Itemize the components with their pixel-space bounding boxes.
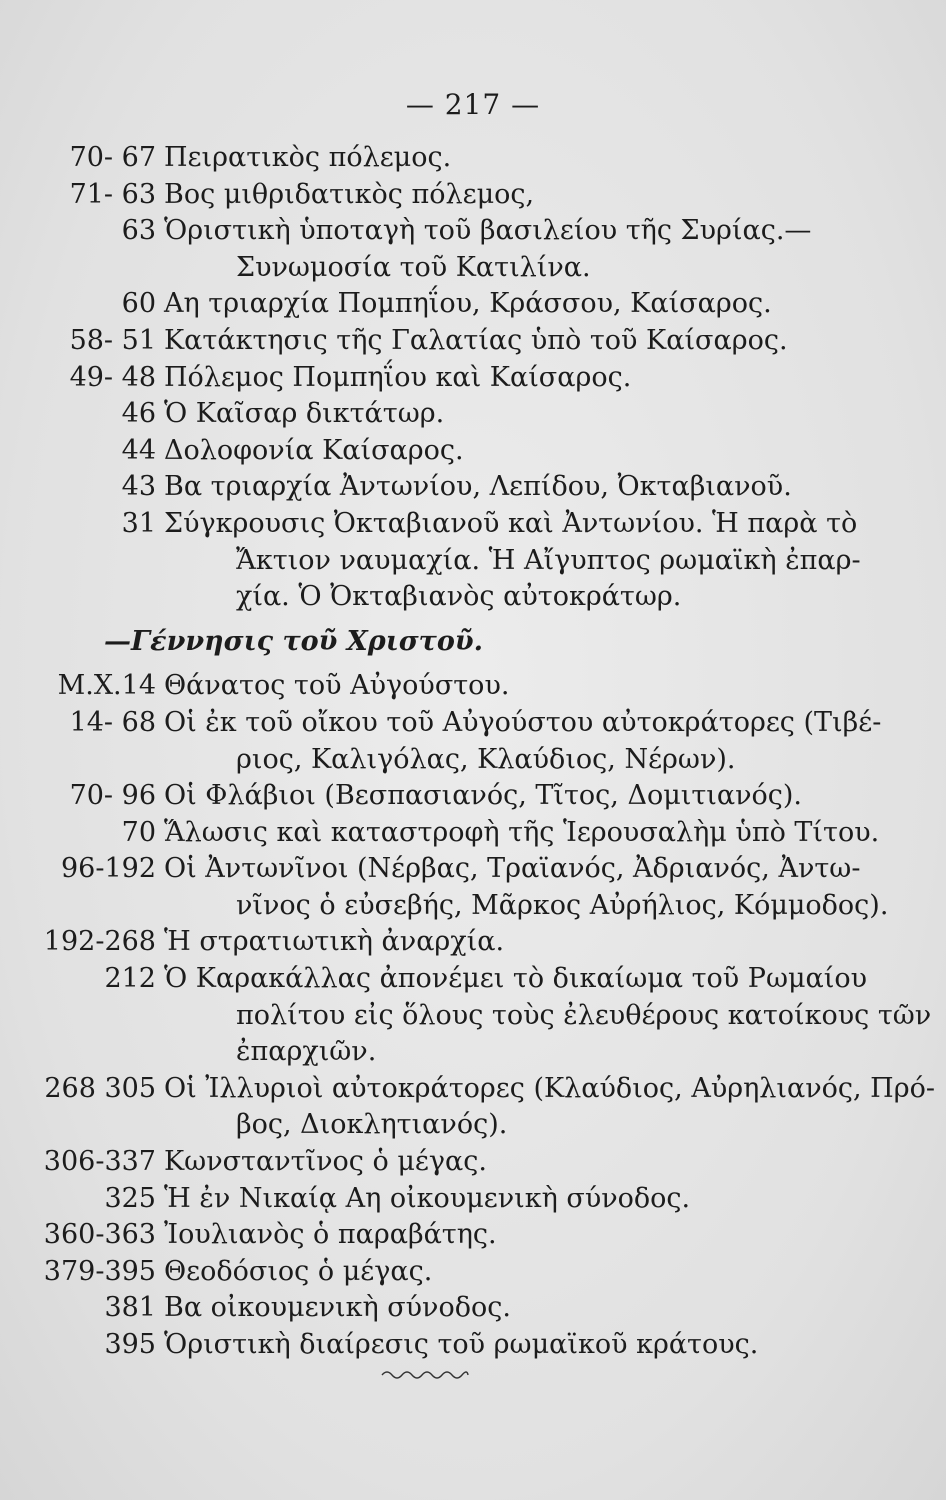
list-item [0,323,946,360]
list-item [0,177,946,214]
list-item [0,140,946,177]
entry-text: Βα οἰκουμενικὴ σύνοδος. [164,1292,511,1324]
list-item [0,286,946,323]
entry-text: Βος μιθριδατικὸς πόλεμος, [164,178,535,210]
entry-date: 381 [104,1292,156,1324]
wavy-line-ornament-icon [380,1365,470,1385]
entry-text: Βα τριαρχία Ἀντωνίου, Λεπίδου, Ὀκταβιανοῦ. [164,471,792,503]
entry-date: 306-337 [43,1146,156,1178]
list-item [0,705,946,742]
entry-text: Δολοφονία Καίσαρος. [164,434,464,466]
list-item [0,1217,946,1254]
entry-text: Πειρατικὸς πόλεμος. [164,142,452,173]
entry-text: Οἱ Ἀντωνῖνοι (Νέρβας, Τραϊανός, Ἀδριανός, Ἀντω- [164,853,861,885]
entry-text: Ὁριστικὴ ὑποταγὴ τοῦ βασιλείου τῆς Συρίας.— [164,215,812,247]
entry-date: 70- 96 [69,780,156,812]
entry-text: Ἰουλιανὸς ὁ παραβάτης. [164,1219,497,1251]
list-item [0,1144,946,1181]
list-item [0,1181,946,1218]
entry-date: 70- 67 [69,142,156,173]
list-item [0,815,946,852]
list-item [0,851,946,888]
entry-text: Θάνατος τοῦ Αὐγούστου. [164,670,510,702]
page-number: — 217 — [405,88,541,121]
entry-continuation [0,543,946,580]
entry-text: Οἱ ἐκ τοῦ οἴκου τοῦ Αὐγούστου αὐτοκράτορες (Τιβέ- [164,706,882,738]
entry-text: Κωνσταντῖνος ὁ μέγας. [164,1146,487,1178]
list-item [0,668,946,705]
entry-date: 360-363 [43,1219,156,1251]
entry-text: Ἡ ἐν Νικαίᾳ Αη οἰκουμενικὴ σύνοδος. [164,1182,691,1214]
entry-date: 46 [121,398,156,430]
entry-text: χία. Ὁ Ὀκταβιανὸς αὐτοκράτωρ. [236,581,682,613]
entry-text: Κατάκτησις τῆς Γαλατίας ὑπὸ τοῦ Καίσαρος. [164,324,788,356]
entry-text: Θεοδόσιος ὁ μέγας. [164,1255,433,1287]
entry-date: 212 [104,963,156,995]
entry-text: Πόλεμος Πομπηΐου καὶ Καίσαρος. [164,361,632,393]
entry-continuation [0,1034,946,1071]
entry-date: 31 [121,507,156,539]
entry-date: 71- 63 [69,178,156,210]
list-item [0,778,946,815]
list-item [0,924,946,961]
entry-date: 43 [121,471,156,503]
entry-text: Συνωμοσία τοῦ Κατιλίνα. [236,251,591,283]
list-item [0,961,946,998]
entry-text: νῖνος ὁ εὐσεβής, Μᾶρκος Αὐρήλιος, Κόμμοδος). [236,889,889,921]
entry-text: βος, Διοκλητιανός). [236,1109,508,1141]
entry-date: 395 [104,1329,156,1360]
entry-text: Σύγκρουσις Ὀκταβιανοῦ καὶ Ἀντωνίου. Ἡ παρὰ τὸ [164,507,858,539]
list-item [0,433,946,470]
list-item [0,506,946,543]
entry-text: Οἱ Ἰλλυριοὶ αὐτοκράτορες (Κλαύδιος, Αὐρηλιανός, Πρό- [164,1072,935,1104]
entry-date: 70 [121,816,156,848]
chronology-list [0,140,946,1364]
entry-date: 379-395 [43,1255,156,1287]
entry-date: 192-268 [43,926,156,958]
entry-text: Ὁ Καρακάλλας ἀπονέμει τὸ δικαίωμα τοῦ Ρωμαίου [164,963,868,995]
entry-date: 325 [104,1182,156,1214]
section-heading [0,624,946,661]
entry-text: Ἄκτιον ναυμαχία. Ἡ Αἴγυπτος ρωμαϊκὴ ἐπαρ- [236,544,861,576]
list-item [0,1071,946,1108]
entry-date: 58- 51 [69,324,156,356]
entry-date: 268 305 [44,1072,156,1104]
entry-text: Ὁ Καῖσαρ δικτάτωρ. [164,398,445,430]
entry-date: 14- 68 [69,706,156,738]
list-item [0,1327,946,1364]
entry-date: 44 [121,434,156,466]
entry-date: 49- 48 [69,361,156,393]
entry-text: Ὁριστικὴ διαίρεσις τοῦ ρωμαϊκοῦ κράτους. [164,1329,759,1360]
list-item [0,1254,946,1291]
entry-continuation [0,1107,946,1144]
entry-continuation [0,888,946,925]
entry-text: ριος, Καλιγόλας, Κλαύδιος, Νέρων). [236,743,736,775]
entry-continuation [0,579,946,616]
entry-date: 96-192 [60,853,156,885]
list-item [0,1290,946,1327]
list-item [0,360,946,397]
entry-text: Ἡ στρατιωτικὴ ἀναρχία. [164,926,505,958]
entry-date: 60 [121,288,156,320]
entry-date: Μ.Χ.14 [57,670,156,702]
entry-text: Οἱ Φλάβιοι (Βεσπασιανός, Τῖτος, Δομιτιανός). [164,780,803,812]
entry-continuation [0,998,946,1035]
entry-date: 63 [121,215,156,247]
list-item [0,213,946,250]
birth-of-christ-heading: —Γέννησις τοῦ Χριστοῦ. [104,625,483,657]
list-item [0,469,946,506]
list-item [0,396,946,433]
entry-text: Ἅλωσις καὶ καταστροφὴ τῆς Ἱερουσαλὴμ ὑπὸ Τίτου. [164,816,880,848]
entry-text: Αη τριαρχία Πομπηΐου, Κράσσου, Καίσαρος. [164,288,772,320]
entry-continuation [0,742,946,779]
entry-text: ἐπαρχιῶν. [236,1036,377,1068]
entry-continuation [0,250,946,287]
entry-text: πολίτου εἰς ὅλους τοὺς ἐλευθέρους κατοίκους τῶν [236,999,932,1031]
